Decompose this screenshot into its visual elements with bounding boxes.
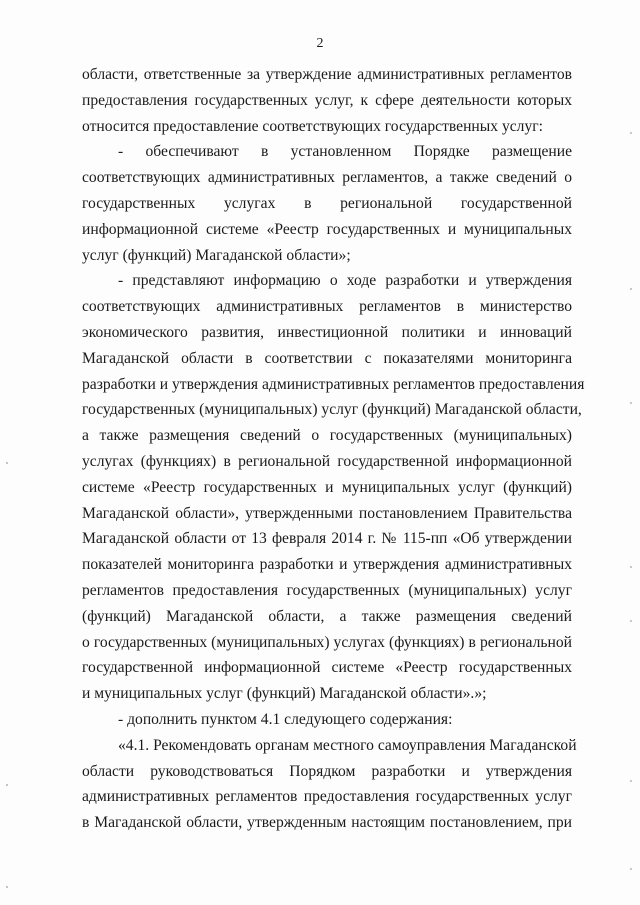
text-line: «4.1. Рекомендовать органам местного самоуправления Магаданской xyxy=(118,736,577,754)
text-line: административных регламентов предоставления государственных услуг xyxy=(82,788,572,806)
text-line: регламентов предоставления государственных (муниципальных) услуг xyxy=(82,581,572,599)
text-line: в Магаданской области, утвержденным настоящим постановлением, при xyxy=(82,814,572,832)
text-line: экономического развития, инвестиционной политики и инноваций xyxy=(82,323,572,341)
text-line: услугах (функциях) в региональной государственной информационной xyxy=(82,452,572,470)
text-line: области, ответственные за утверждение административных регламентов xyxy=(82,66,572,83)
text-line: информационной системе «Реестр государственных и муниципальных xyxy=(82,220,572,238)
text-line: - обеспечивают в установленном Порядке размещение xyxy=(118,143,572,161)
scan-left-edge-artifacts xyxy=(6,0,10,905)
text-line: Магаданской области от 13 февраля 2014 г. № 115-пп «Об утверждении xyxy=(82,530,572,548)
text-line: соответствующих административных регламентов в министерство xyxy=(82,298,572,316)
text-line: о государственных (муниципальных) услугах (функциях) в региональной xyxy=(82,633,572,651)
text-line: государственной информационной системе «Реестр государственных xyxy=(82,659,572,677)
page-number: 2 xyxy=(316,36,324,51)
text-line: относится предоставление соответствующих государственных услуг: xyxy=(82,117,543,135)
text-line: - дополнить пунктом 4.1 следующего содержания: xyxy=(118,710,453,728)
text-line: области руководствоваться Порядком разработки и утверждения xyxy=(82,762,572,780)
text-line: государственных услугах в региональной государственной xyxy=(82,194,572,212)
text-line: предоставления государственных услуг, к сфере деятельности которых xyxy=(82,91,572,109)
text-line: и муниципальных услуг (функций) Магаданской области».»; xyxy=(82,685,487,703)
text-line: системе «Реестр государственных и муниципальных услуг (функций) xyxy=(82,478,572,496)
text-line: разработки и утверждения административных регламентов предоставления xyxy=(82,375,585,393)
text-line: а также размещения сведений о государственных (муниципальных) xyxy=(82,427,572,445)
text-line: государственных (муниципальных) услуг (функций) Магаданской области, xyxy=(82,401,582,419)
text-line: (функций) Магаданской области, а также размещения сведений xyxy=(82,607,572,625)
text-line: услуг (функций) Магаданской области»; xyxy=(82,246,351,264)
text-line: Магаданской области», утвержденными постановлением Правительства xyxy=(82,504,572,522)
document-body-text xyxy=(82,62,585,836)
text-line: Магаданской области в соответствии с показателями мониторинга xyxy=(82,349,572,367)
text-line: - представляют информацию о ходе разработки и утверждения xyxy=(118,272,572,290)
text-line: соответствующих административных регламентов, а также сведений о xyxy=(82,169,572,187)
scan-edge-artifacts xyxy=(630,0,634,905)
text-line: показателей мониторинга разработки и утверждения административных xyxy=(82,556,572,574)
